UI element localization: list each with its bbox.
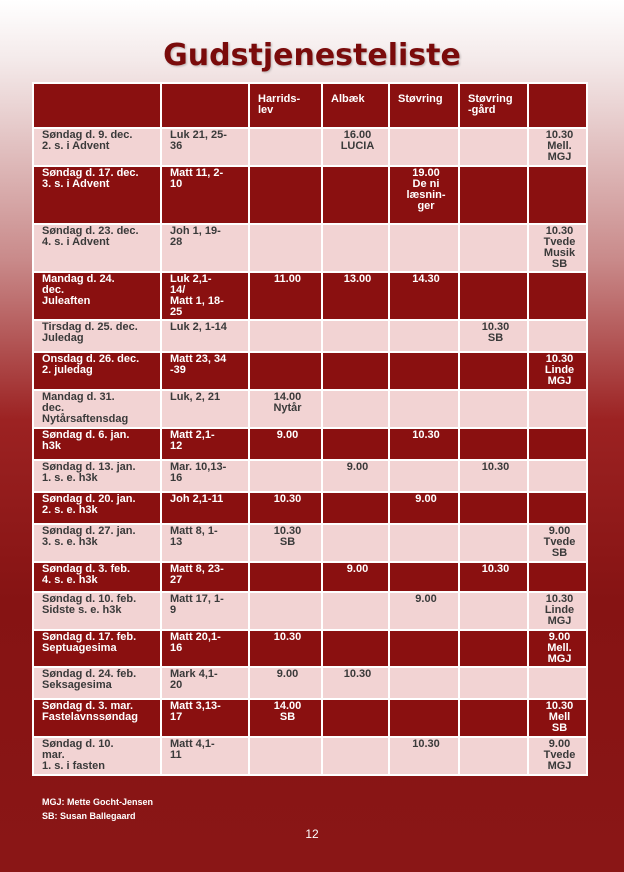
albaek-cell [322, 166, 389, 224]
table-row [33, 524, 587, 562]
stovringgaard-cell [459, 128, 528, 166]
table-row [33, 352, 587, 390]
table-row [33, 592, 587, 630]
albaek-cell [322, 428, 389, 460]
table-row [33, 272, 587, 320]
stovringgaard-cell: 10.30 SB [459, 320, 528, 352]
date-cell: Mandag d. 24. dec. Juleaften [33, 272, 161, 320]
table-row [33, 667, 587, 699]
albaek-cell: 10.30 [322, 667, 389, 699]
table-row [33, 224, 587, 272]
other-cell: 9.00 Tvede SB [528, 524, 587, 562]
stovring-cell: 14.30 [389, 272, 459, 320]
stovring-cell [389, 562, 459, 592]
stovring-cell: 9.00 [389, 492, 459, 524]
text-cell: Matt 8, 1- 13 [161, 524, 249, 562]
column-header-date [33, 83, 161, 128]
text-cell: Matt 2,1- 12 [161, 428, 249, 460]
stovring-cell [389, 390, 459, 428]
text-cell: Mark 4,1- 20 [161, 667, 249, 699]
stovring-cell [389, 524, 459, 562]
other-cell: 10.30 Mell. MGJ [528, 128, 587, 166]
date-cell: Søndag d. 17. feb. Septuagesima [33, 630, 161, 667]
stovring-cell [389, 320, 459, 352]
stovringgaard-cell [459, 352, 528, 390]
stovringgaard-cell [459, 699, 528, 737]
table-row [33, 699, 587, 737]
stovring-cell [389, 667, 459, 699]
stovring-cell: 10.30 [389, 737, 459, 775]
stovring-cell [389, 460, 459, 492]
stovringgaard-cell [459, 524, 528, 562]
stovringgaard-cell [459, 428, 528, 460]
other-cell [528, 562, 587, 592]
harridslev-cell [249, 224, 322, 272]
other-cell [528, 428, 587, 460]
harridslev-cell [249, 592, 322, 630]
stovringgaard-cell [459, 272, 528, 320]
albaek-cell [322, 492, 389, 524]
date-cell: Søndag d. 3. feb. 4. s. e. h3k [33, 562, 161, 592]
column-header-text [161, 83, 249, 128]
other-cell [528, 320, 587, 352]
column-header-harridslev: Harrids- lev [249, 83, 322, 128]
stovring-cell: 9.00 [389, 592, 459, 630]
other-cell: 10.30 Linde MGJ [528, 592, 587, 630]
other-cell: 9.00 Mell. MGJ [528, 630, 587, 667]
table-row [33, 390, 587, 428]
other-cell: 10.30 Tvede Musik SB [528, 224, 587, 272]
table-row [33, 166, 587, 224]
table-row [33, 737, 587, 775]
albaek-cell: 13.00 [322, 272, 389, 320]
text-cell: Joh 2,1-11 [161, 492, 249, 524]
text-cell: Matt 8, 23- 27 [161, 562, 249, 592]
date-cell: Mandag d. 31. dec. Nytårsaftensdag [33, 390, 161, 428]
text-cell: Luk 2, 1-14 [161, 320, 249, 352]
harridslev-cell [249, 352, 322, 390]
table-row [33, 428, 587, 460]
text-cell: Luk 2,1- 14/ Matt 1, 18- 25 [161, 272, 249, 320]
stovring-cell: 10.30 [389, 428, 459, 460]
harridslev-cell [249, 562, 322, 592]
stovringgaard-cell: 10.30 [459, 460, 528, 492]
table-row [33, 562, 587, 592]
text-cell: Matt 11, 2- 10 [161, 166, 249, 224]
footnote-mgj: MGJ: Mette Gocht-Jensen [42, 797, 154, 807]
stovringgaard-cell [459, 492, 528, 524]
stovringgaard-cell [459, 667, 528, 699]
date-cell: Søndag d. 10. feb. Sidste s. e. h3k [33, 592, 161, 630]
other-cell [528, 667, 587, 699]
stovringgaard-cell [459, 592, 528, 630]
other-cell [528, 166, 587, 224]
page-title: Gudstjenesteliste [163, 38, 461, 73]
harridslev-cell [249, 737, 322, 775]
text-cell: Mar. 10,13- 16 [161, 460, 249, 492]
harridslev-cell [249, 166, 322, 224]
column-header-stovring: Støvring [389, 83, 459, 128]
albaek-cell [322, 224, 389, 272]
harridslev-cell [249, 128, 322, 166]
date-cell: Søndag d. 20. jan. 2. s. e. h3k [33, 492, 161, 524]
harridslev-cell: 14.00 Nytår [249, 390, 322, 428]
stovringgaard-cell [459, 166, 528, 224]
table-row [33, 630, 587, 667]
albaek-cell [322, 524, 389, 562]
harridslev-cell: 9.00 [249, 667, 322, 699]
text-cell: Matt 3,13- 17 [161, 699, 249, 737]
text-cell: Luk 21, 25- 36 [161, 128, 249, 166]
stovring-cell [389, 699, 459, 737]
harridslev-cell: 9.00 [249, 428, 322, 460]
stovring-cell [389, 224, 459, 272]
header-row [33, 83, 587, 128]
stovringgaard-cell [459, 224, 528, 272]
albaek-cell: 16.00 LUCIA [322, 128, 389, 166]
stovring-cell [389, 630, 459, 667]
other-cell: 10.30 Linde MGJ [528, 352, 587, 390]
column-header-stovringgaard: Støvring -gård [459, 83, 528, 128]
other-cell: 10.30 Mell SB [528, 699, 587, 737]
albaek-cell [322, 737, 389, 775]
date-cell: Søndag d. 27. jan. 3. s. e. h3k [33, 524, 161, 562]
date-cell: Søndag d. 10. mar. 1. s. i fasten [33, 737, 161, 775]
text-cell: Matt 17, 1- 9 [161, 592, 249, 630]
date-cell: Onsdag d. 26. dec. 2. juledag [33, 352, 161, 390]
albaek-cell [322, 592, 389, 630]
text-cell: Matt 23, 34 -39 [161, 352, 249, 390]
text-cell: Matt 4,1- 11 [161, 737, 249, 775]
harridslev-cell: 14.00 SB [249, 699, 322, 737]
date-cell: Søndag d. 13. jan. 1. s. e. h3k [33, 460, 161, 492]
stovring-cell [389, 352, 459, 390]
harridslev-cell [249, 320, 322, 352]
text-cell: Matt 20,1- 16 [161, 630, 249, 667]
harridslev-cell: 10.30 [249, 630, 322, 667]
other-cell [528, 492, 587, 524]
table-row [33, 320, 587, 352]
schedule-rows [33, 128, 587, 775]
albaek-cell: 9.00 [322, 562, 389, 592]
harridslev-cell: 10.30 [249, 492, 322, 524]
column-header-albaek: Albæk [322, 83, 389, 128]
page-number: 12 [305, 827, 319, 841]
date-cell: Søndag d. 3. mar. Fastelavnssøndag [33, 699, 161, 737]
other-cell [528, 460, 587, 492]
harridslev-cell: 11.00 [249, 272, 322, 320]
date-cell: Søndag d. 23. dec. 4. s. i Advent [33, 224, 161, 272]
table-row [33, 492, 587, 524]
service-schedule-table [32, 82, 588, 776]
albaek-cell: 9.00 [322, 460, 389, 492]
table-row [33, 128, 587, 166]
albaek-cell [322, 630, 389, 667]
date-cell: Tirsdag d. 25. dec. Juledag [33, 320, 161, 352]
stovringgaard-cell [459, 390, 528, 428]
stovring-cell: 19.00 De ni læsnin- ger [389, 166, 459, 224]
text-cell: Joh 1, 19- 28 [161, 224, 249, 272]
footnote-sb: SB: Susan Ballegaard [42, 811, 136, 821]
harridslev-cell [249, 460, 322, 492]
stovringgaard-cell [459, 630, 528, 667]
stovringgaard-cell [459, 737, 528, 775]
albaek-cell [322, 390, 389, 428]
albaek-cell [322, 699, 389, 737]
stovring-cell [389, 128, 459, 166]
other-cell [528, 272, 587, 320]
other-cell: 9.00 Tvede MGJ [528, 737, 587, 775]
date-cell: Søndag d. 6. jan. h3k [33, 428, 161, 460]
text-cell: Luk, 2, 21 [161, 390, 249, 428]
harridslev-cell: 10.30 SB [249, 524, 322, 562]
table-row [33, 460, 587, 492]
albaek-cell [322, 320, 389, 352]
column-header-other [528, 83, 587, 128]
date-cell: Søndag d. 17. dec. 3. s. i Advent [33, 166, 161, 224]
date-cell: Søndag d. 24. feb. Seksagesima [33, 667, 161, 699]
other-cell [528, 390, 587, 428]
date-cell: Søndag d. 9. dec. 2. s. i Advent [33, 128, 161, 166]
albaek-cell [322, 352, 389, 390]
stovringgaard-cell: 10.30 [459, 562, 528, 592]
